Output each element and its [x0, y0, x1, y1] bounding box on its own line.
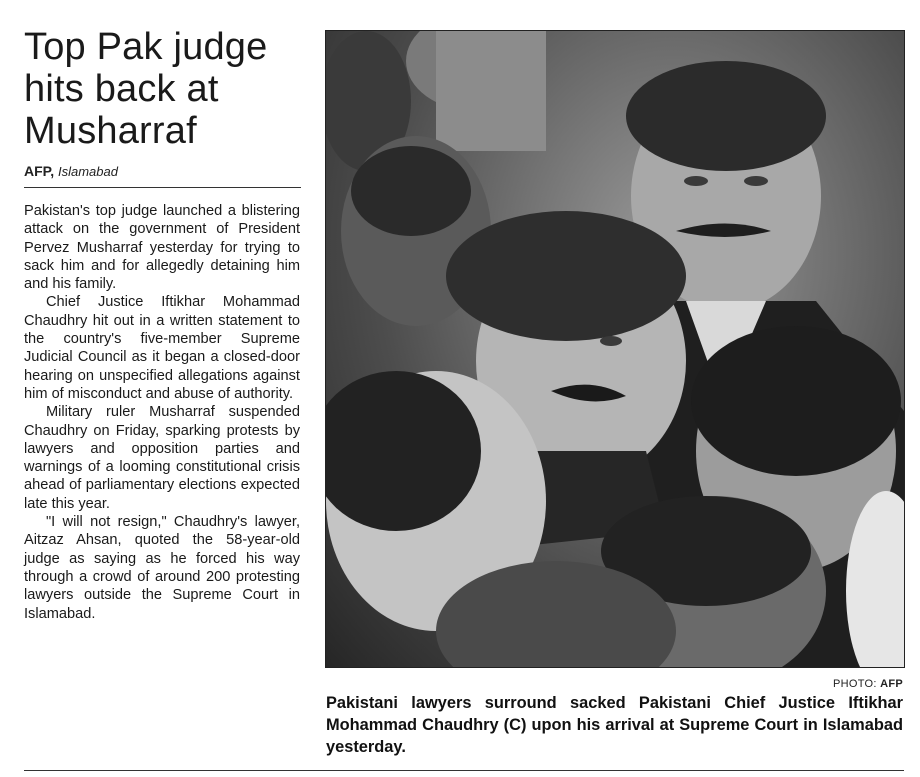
byline-source: AFP,: [24, 163, 55, 179]
photo-credit: [833, 678, 903, 690]
photo-credit-agency: AFP: [880, 678, 903, 690]
byline: [24, 163, 304, 179]
article-paragraph: Military ruler Musharraf suspended Chaudhry on Friday, sparking protests by lawyers and opposition parties and warnings of a looming constitutional crisis ahead of parliamentary elections expected late this year.: [24, 404, 300, 512]
article-paragraph: "I will not resign," Chaudhry's lawyer, Aitzaz Ahsan, quoted the 58-year-old judge as saying as he forced his way through a crowd of around 200 protesting lawyers outside the Supreme Court in Islamabad.: [24, 514, 300, 622]
bottom-divider: [24, 770, 904, 771]
photo-caption: Pakistani lawyers surround sacked Pakistani Chief Justice Iftikhar Mohammad Chaudhry (C) upon his arrival at Supreme Court in Islamabad yesterday.: [326, 694, 903, 756]
article-paragraph: Chief Justice Iftikhar Mohammad Chaudhry hit out in a written statement to the country's five-member Supreme Judicial Council as it began a closed-door hearing on unspecified allegations against him of misconduct and abuse of authority.: [24, 294, 300, 402]
article-body: [24, 202, 300, 623]
crowd-photo-illustration: [326, 31, 904, 667]
headline: Top Pak judge hits back at Musharraf: [24, 26, 268, 152]
news-photo: [325, 30, 905, 668]
photo-credit-label: PHOTO:: [832, 678, 877, 690]
byline-location: Islamabad: [57, 164, 118, 179]
byline-divider: [24, 187, 301, 188]
article-paragraph: Pakistan's top judge launched a blistering attack on the government of President Pervez Musharraf yesterday for trying to sack him and for allegedly detaining him and his family.: [24, 203, 300, 293]
